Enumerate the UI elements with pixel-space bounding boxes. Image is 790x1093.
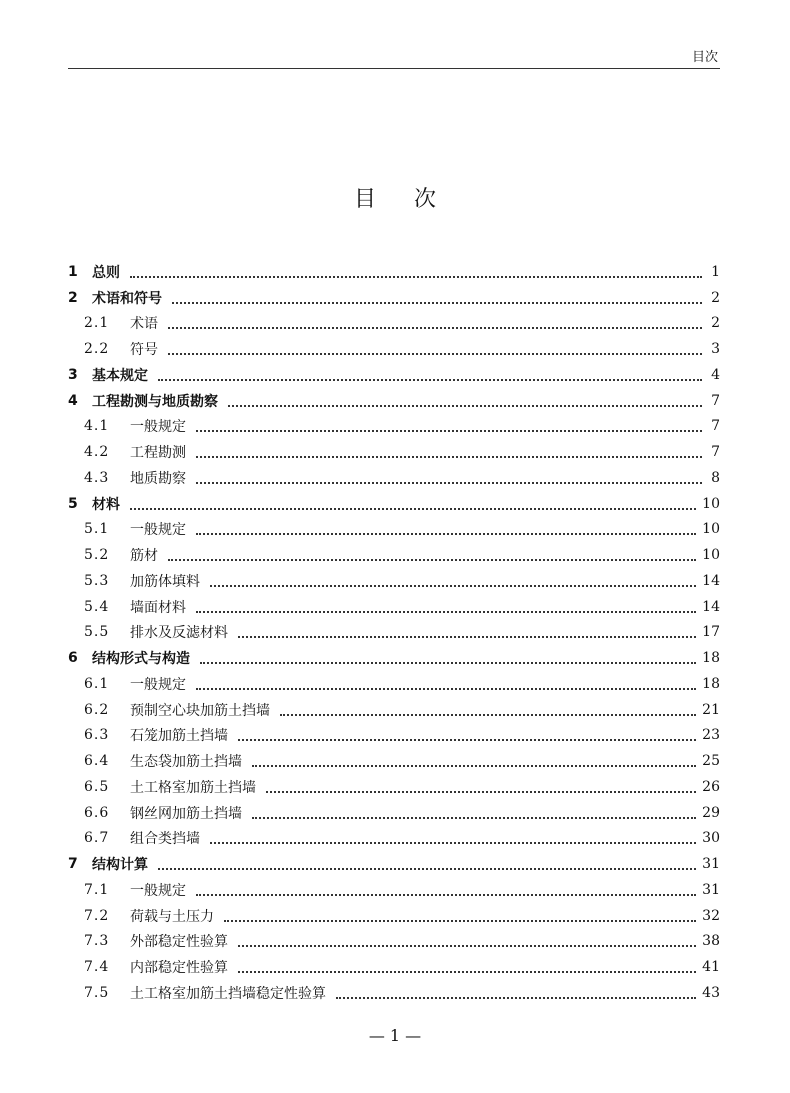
toc-entry-page-number: 30 xyxy=(702,830,720,847)
toc-entry-page-number: 10 xyxy=(702,495,720,512)
toc-entry-number: 7.2 xyxy=(84,907,110,924)
toc-entry-title: 墙面材料 xyxy=(130,599,186,616)
toc-entry-number: 6.6 xyxy=(84,804,110,821)
toc-entry-number: 1 xyxy=(68,263,78,280)
dot-leader xyxy=(266,791,696,793)
toc-entry-title: 组合类挡墙 xyxy=(130,831,200,848)
toc-section-entry[interactable] xyxy=(68,723,720,749)
toc-entry-page-number: 18 xyxy=(702,675,720,692)
toc-section-entry[interactable] xyxy=(68,671,720,697)
toc-entry-page-number: 7 xyxy=(711,418,720,435)
toc-entry-number: 2.2 xyxy=(84,341,110,358)
toc-section-entry[interactable] xyxy=(68,826,720,852)
toc-chapter-entry[interactable] xyxy=(68,851,720,877)
toc-entry-title: 排水及反滤材料 xyxy=(130,625,228,642)
toc-section-entry[interactable] xyxy=(68,774,720,800)
toc-entry-number: 4.3 xyxy=(84,469,110,486)
dot-leader xyxy=(196,456,702,458)
toc-section-entry[interactable] xyxy=(68,903,720,929)
toc-section-entry[interactable] xyxy=(68,594,720,620)
dot-leader xyxy=(196,611,696,613)
toc-entry-title: 结构形式与构造 xyxy=(92,651,190,668)
toc-entry-page-number: 31 xyxy=(702,881,720,898)
toc-section-entry[interactable] xyxy=(68,439,720,465)
toc-entry-page-number: 29 xyxy=(702,804,720,821)
toc-entry-page-number: 25 xyxy=(702,753,720,770)
toc-entry-title: 一般规定 xyxy=(130,882,186,899)
toc-entry-title: 结构计算 xyxy=(92,857,148,874)
toc-entry-title: 预制空心块加筋土挡墙 xyxy=(130,702,270,719)
dot-leader xyxy=(158,868,696,870)
dot-leader xyxy=(168,327,702,329)
toc-section-entry[interactable] xyxy=(68,877,720,903)
toc-entry-title: 工程勘测 xyxy=(130,445,186,462)
toc-section-entry[interactable] xyxy=(68,542,720,568)
dot-leader xyxy=(200,662,696,664)
dot-leader xyxy=(210,842,696,844)
toc-entry-title: 一般规定 xyxy=(130,676,186,693)
dot-leader xyxy=(130,276,702,278)
toc-chapter-entry[interactable] xyxy=(68,491,720,517)
toc-entry-title: 筋材 xyxy=(130,548,158,565)
toc-entry-page-number: 17 xyxy=(702,624,720,641)
toc-entry-page-number: 18 xyxy=(702,650,720,667)
toc-entry-title: 术语 xyxy=(130,316,158,333)
page-number-footer: — 1 — xyxy=(368,1026,422,1045)
dot-leader xyxy=(172,302,702,304)
toc-entry-title: 内部稳定性验算 xyxy=(130,960,228,977)
dot-leader xyxy=(280,714,696,716)
toc-entry-title: 石笼加筋土挡墙 xyxy=(130,728,228,745)
toc-entry-page-number: 38 xyxy=(702,933,720,950)
toc-entry-page-number: 41 xyxy=(702,959,720,976)
toc-entry-page-number: 21 xyxy=(702,701,720,718)
toc-entry-number: 6.3 xyxy=(84,727,110,744)
toc-entry-title: 符号 xyxy=(130,342,158,359)
toc-entry-number: 5.2 xyxy=(84,547,110,564)
dot-leader xyxy=(196,430,702,432)
toc-entry-page-number: 10 xyxy=(702,547,720,564)
toc-chapter-entry[interactable] xyxy=(68,259,720,285)
toc-section-entry[interactable] xyxy=(68,568,720,594)
toc-entry-title: 工程勘测与地质勘察 xyxy=(92,393,218,410)
toc-entry-title: 外部稳定性验算 xyxy=(130,934,228,951)
dot-leader xyxy=(238,636,696,638)
toc-entry-number: 6.4 xyxy=(84,753,110,770)
dot-leader xyxy=(210,585,696,587)
toc-entry-page-number: 23 xyxy=(702,727,720,744)
toc-entry-title: 加筋体填料 xyxy=(130,573,200,590)
toc-section-entry[interactable] xyxy=(68,620,720,646)
toc-section-entry[interactable] xyxy=(68,697,720,723)
toc-entry-number: 5.3 xyxy=(84,572,110,589)
toc-section-entry[interactable] xyxy=(68,414,720,440)
toc-entry-number: 4 xyxy=(68,392,78,409)
toc-chapter-entry[interactable] xyxy=(68,645,720,671)
toc-section-entry[interactable] xyxy=(68,517,720,543)
toc-chapter-entry[interactable] xyxy=(68,362,720,388)
toc-entry-number: 7.5 xyxy=(84,984,110,1001)
dot-leader xyxy=(158,379,702,381)
toc-entry-title: 荷载与土压力 xyxy=(130,908,214,925)
toc-entry-page-number: 31 xyxy=(702,856,720,873)
toc-section-entry[interactable] xyxy=(68,929,720,955)
dot-leader xyxy=(252,765,696,767)
toc-entry-page-number: 8 xyxy=(711,469,720,486)
toc-entry-page-number: 1 xyxy=(711,263,720,280)
page-title: 目次 xyxy=(353,187,474,212)
dot-leader xyxy=(224,920,696,922)
dot-leader xyxy=(228,405,702,407)
header-rule xyxy=(68,68,720,69)
toc-entry-number: 3 xyxy=(68,366,78,383)
toc-entry-page-number: 32 xyxy=(702,907,720,924)
toc-entry-title: 材料 xyxy=(92,496,120,513)
toc-entry-number: 6.5 xyxy=(84,778,110,795)
toc-entry-title: 地质勘察 xyxy=(130,470,186,487)
dot-leader xyxy=(336,997,696,999)
toc-section-entry[interactable] xyxy=(68,311,720,337)
table-of-contents xyxy=(68,259,720,1006)
toc-entry-title: 生态袋加筋土挡墙 xyxy=(130,754,242,771)
running-header: 目次 xyxy=(691,50,718,65)
toc-entry-page-number: 7 xyxy=(711,392,720,409)
toc-entry-number: 2 xyxy=(68,289,78,306)
dot-leader xyxy=(196,688,696,690)
toc-entry-title: 钢丝网加筋土挡墙 xyxy=(130,805,242,822)
toc-entry-title: 术语和符号 xyxy=(92,290,162,307)
toc-entry-number: 5.5 xyxy=(84,624,110,641)
dot-leader xyxy=(168,353,702,355)
toc-entry-number: 7.3 xyxy=(84,933,110,950)
dot-leader xyxy=(196,533,696,535)
toc-entry-title: 一般规定 xyxy=(130,522,186,539)
toc-entry-page-number: 26 xyxy=(702,778,720,795)
toc-entry-page-number: 4 xyxy=(711,366,720,383)
toc-entry-number: 4.2 xyxy=(84,444,110,461)
dot-leader xyxy=(196,482,702,484)
dot-leader xyxy=(252,817,696,819)
toc-entry-number: 6.7 xyxy=(84,830,110,847)
toc-entry-number: 2.1 xyxy=(84,315,110,332)
toc-section-entry[interactable] xyxy=(68,800,720,826)
toc-entry-page-number: 2 xyxy=(711,315,720,332)
toc-entry-title: 基本规定 xyxy=(92,367,148,384)
toc-entry-title: 总则 xyxy=(92,264,120,281)
toc-entry-number: 7.4 xyxy=(84,959,110,976)
dot-leader xyxy=(196,894,696,896)
dot-leader xyxy=(238,739,696,741)
toc-entry-number: 5.4 xyxy=(84,598,110,615)
toc-entry-number: 7 xyxy=(68,856,78,873)
toc-entry-number: 6.2 xyxy=(84,701,110,718)
toc-entry-number: 6.1 xyxy=(84,675,110,692)
toc-entry-page-number: 3 xyxy=(711,341,720,358)
toc-entry-page-number: 2 xyxy=(711,289,720,306)
toc-entry-number: 5 xyxy=(68,495,78,512)
toc-entry-page-number: 43 xyxy=(702,984,720,1001)
toc-entry-title: 土工格室加筋土挡墙 xyxy=(130,779,256,796)
toc-section-entry[interactable] xyxy=(68,748,720,774)
toc-chapter-entry[interactable] xyxy=(68,285,720,311)
toc-entry-number: 4.1 xyxy=(84,418,110,435)
dot-leader xyxy=(238,971,696,973)
toc-entry-page-number: 14 xyxy=(702,598,720,615)
toc-section-entry[interactable] xyxy=(68,465,720,491)
dot-leader xyxy=(238,945,696,947)
dot-leader xyxy=(168,559,696,561)
toc-chapter-entry[interactable] xyxy=(68,388,720,414)
toc-entry-number: 6 xyxy=(68,650,78,667)
toc-entry-title: 一般规定 xyxy=(130,419,186,436)
toc-entry-number: 5.1 xyxy=(84,521,110,538)
dot-leader xyxy=(130,508,696,510)
toc-section-entry[interactable] xyxy=(68,954,720,980)
toc-entry-title: 土工格室加筋土挡墙稳定性验算 xyxy=(130,985,326,1002)
toc-section-entry[interactable] xyxy=(68,336,720,362)
toc-entry-page-number: 14 xyxy=(702,572,720,589)
toc-entry-page-number: 7 xyxy=(711,444,720,461)
toc-entry-page-number: 10 xyxy=(702,521,720,538)
toc-section-entry[interactable] xyxy=(68,980,720,1006)
toc-entry-number: 7.1 xyxy=(84,881,110,898)
